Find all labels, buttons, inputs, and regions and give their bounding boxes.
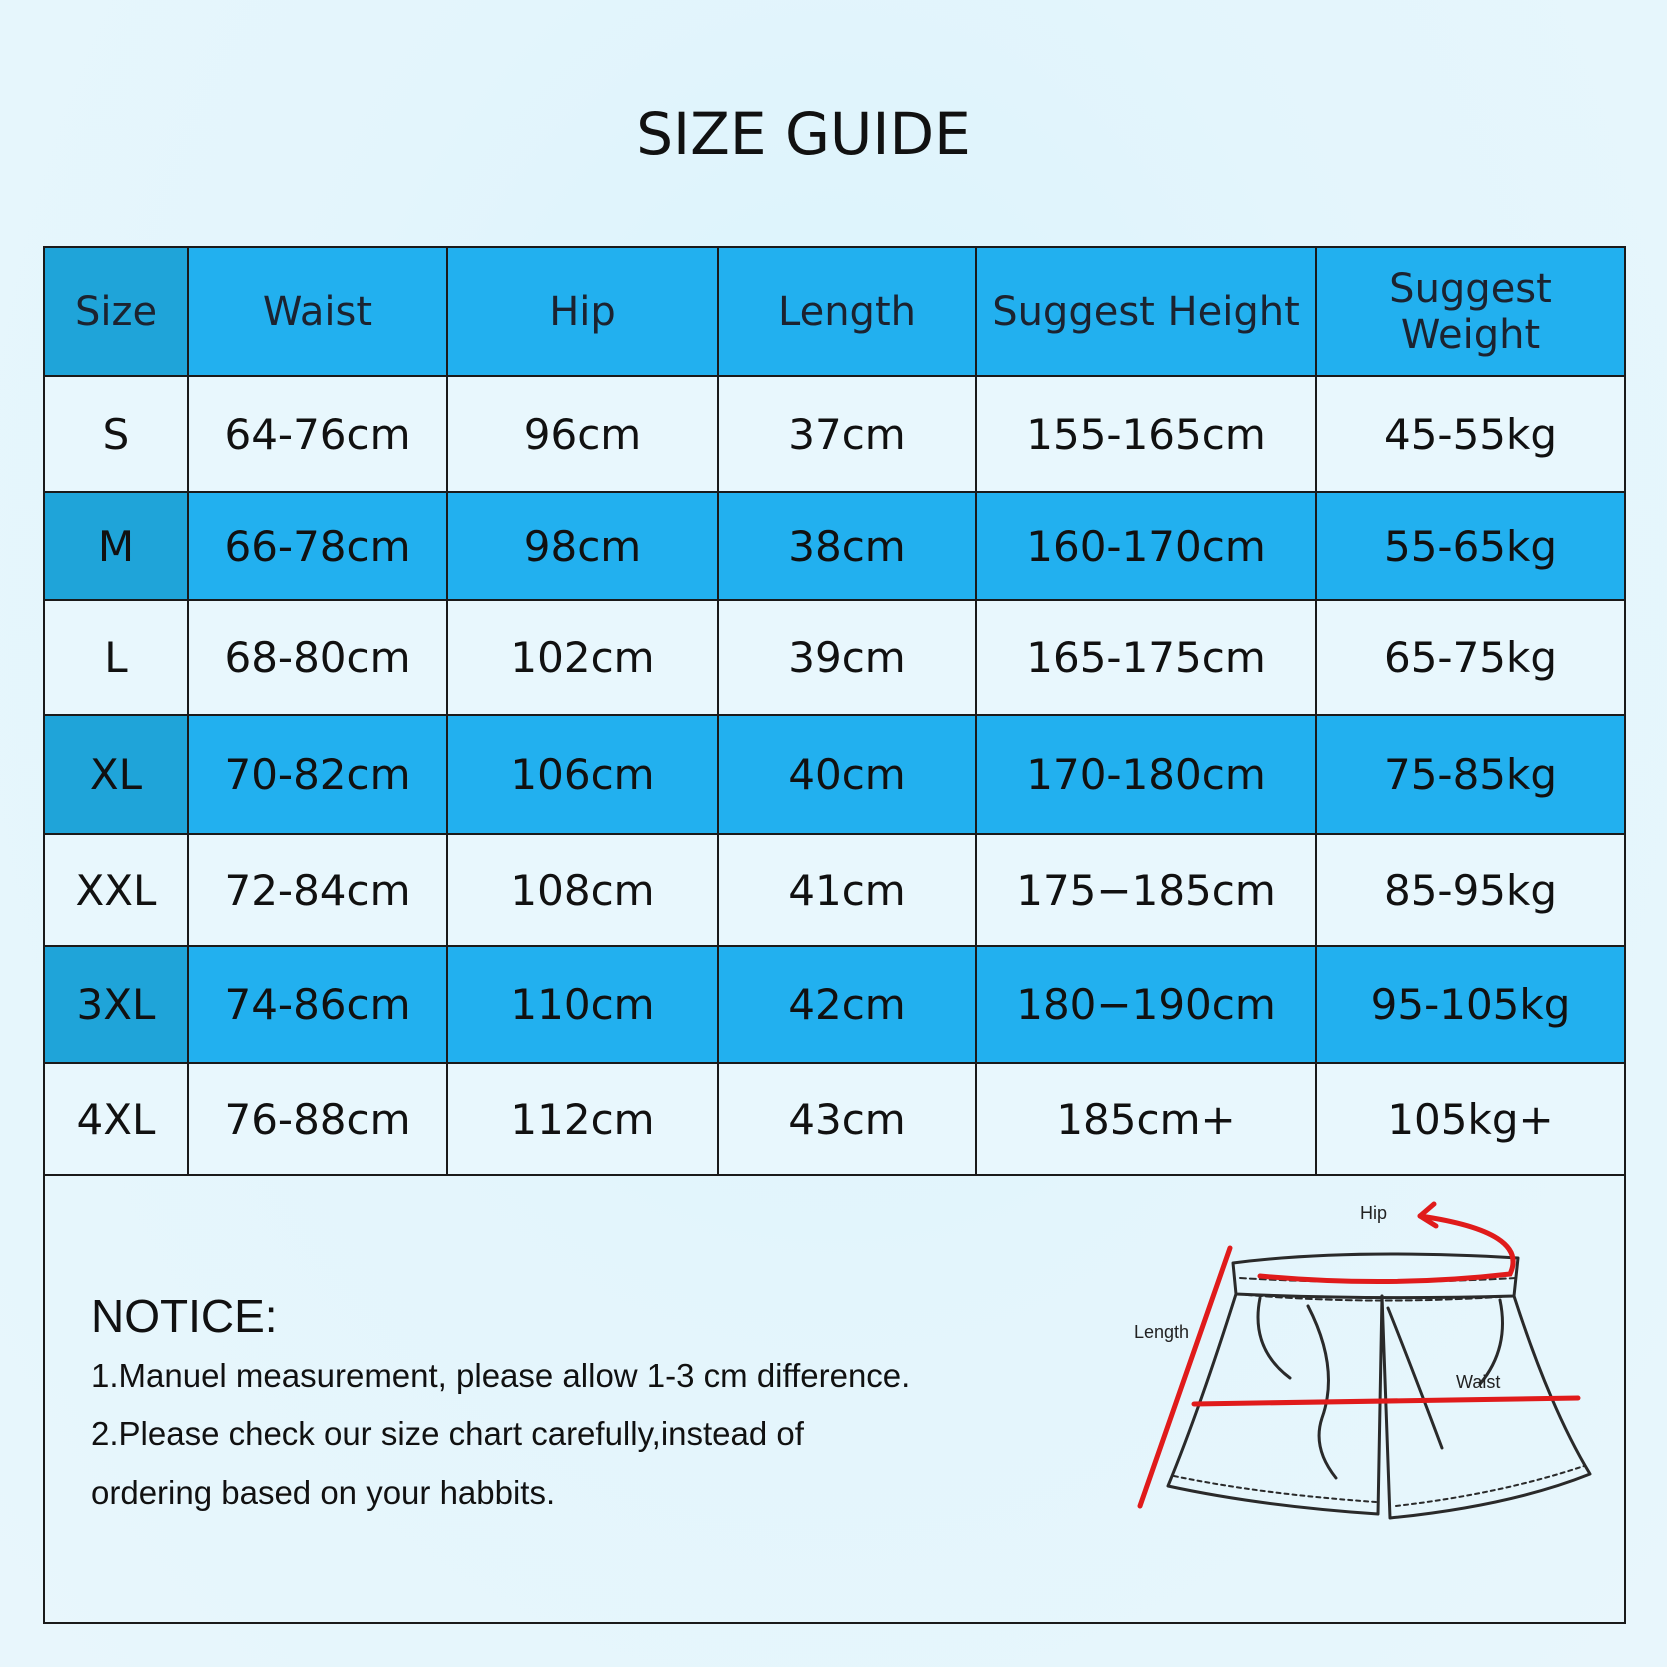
notice-line-3: ordering based on your habbits. bbox=[91, 1474, 556, 1511]
waist-label: Waist bbox=[1456, 1372, 1501, 1392]
cell-waist: 72-84cm bbox=[188, 834, 447, 946]
header-size: Size bbox=[44, 247, 188, 376]
size-table bbox=[43, 246, 1626, 1176]
table-row bbox=[44, 834, 1625, 946]
cell-length: 43cm bbox=[718, 1063, 976, 1175]
cell-hip: 106cm bbox=[447, 715, 718, 834]
cell-height: 170-180cm bbox=[976, 715, 1316, 834]
cell-waist: 68-80cm bbox=[188, 600, 447, 715]
measurement-lines bbox=[1140, 1204, 1578, 1506]
cell-weight: 65-75kg bbox=[1316, 600, 1625, 715]
cell-hip: 108cm bbox=[447, 834, 718, 946]
cell-waist: 70-82cm bbox=[188, 715, 447, 834]
cell-length: 42cm bbox=[718, 946, 976, 1063]
cell-height: 185cm+ bbox=[976, 1063, 1316, 1175]
header-hip: Hip bbox=[447, 247, 718, 376]
cell-weight: 105kg+ bbox=[1316, 1063, 1625, 1175]
waist-line bbox=[1194, 1398, 1578, 1404]
cell-height: 180−190cm bbox=[976, 946, 1316, 1063]
cell-weight: 95-105kg bbox=[1316, 946, 1625, 1063]
cell-length: 40cm bbox=[718, 715, 976, 834]
cell-hip: 96cm bbox=[447, 376, 718, 492]
cell-length: 38cm bbox=[718, 492, 976, 600]
header-waist: Waist bbox=[188, 247, 447, 376]
cell-weight: 75-85kg bbox=[1316, 715, 1625, 834]
cell-weight: 55-65kg bbox=[1316, 492, 1625, 600]
table-row bbox=[44, 492, 1625, 600]
length-line bbox=[1140, 1248, 1230, 1506]
cell-length: 41cm bbox=[718, 834, 976, 946]
cell-hip: 102cm bbox=[447, 600, 718, 715]
table-header-row bbox=[44, 247, 1625, 376]
cell-size: M bbox=[44, 492, 188, 600]
cell-hip: 112cm bbox=[447, 1063, 718, 1175]
table-row bbox=[44, 946, 1625, 1063]
length-label: Length bbox=[1134, 1322, 1190, 1342]
cell-length: 39cm bbox=[718, 600, 976, 715]
table-row bbox=[44, 1063, 1625, 1175]
notice-line-1: 1.Manuel measurement, please allow 1-3 cm difference. bbox=[91, 1357, 911, 1394]
shorts-measurement-diagram bbox=[1090, 1188, 1620, 1598]
table-row bbox=[44, 600, 1625, 715]
cell-hip: 110cm bbox=[447, 946, 718, 1063]
cell-height: 160-170cm bbox=[976, 492, 1316, 600]
table-row bbox=[44, 376, 1625, 492]
cell-size: 3XL bbox=[44, 946, 188, 1063]
header-length: Length bbox=[718, 247, 976, 376]
table-row bbox=[44, 715, 1625, 834]
cell-hip: 98cm bbox=[447, 492, 718, 600]
cell-length: 37cm bbox=[718, 376, 976, 492]
cell-weight: 45-55kg bbox=[1316, 376, 1625, 492]
cell-height: 165-175cm bbox=[976, 600, 1316, 715]
cell-waist: 74-86cm bbox=[188, 946, 447, 1063]
header-suggest-weight: Suggest Weight bbox=[1316, 247, 1625, 376]
cell-size: XXL bbox=[44, 834, 188, 946]
notice-line-2: 2.Please check our size chart carefully,instead of bbox=[91, 1415, 804, 1452]
cell-height: 175−185cm bbox=[976, 834, 1316, 946]
shorts-outline-icon bbox=[1168, 1254, 1590, 1518]
hip-arrow bbox=[1260, 1216, 1513, 1282]
cell-size: S bbox=[44, 376, 188, 492]
header-suggest-height: Suggest Height bbox=[976, 247, 1316, 376]
hip-label: Hip bbox=[1360, 1203, 1388, 1223]
cell-size: XL bbox=[44, 715, 188, 834]
cell-size: 4XL bbox=[44, 1063, 188, 1175]
cell-waist: 64-76cm bbox=[188, 376, 447, 492]
notice-title: NOTICE: bbox=[91, 1290, 278, 1342]
cell-waist: 76-88cm bbox=[188, 1063, 447, 1175]
page-title: SIZE GUIDE bbox=[636, 100, 971, 168]
cell-weight: 85-95kg bbox=[1316, 834, 1625, 946]
cell-waist: 66-78cm bbox=[188, 492, 447, 600]
cell-height: 155-165cm bbox=[976, 376, 1316, 492]
cell-size: L bbox=[44, 600, 188, 715]
